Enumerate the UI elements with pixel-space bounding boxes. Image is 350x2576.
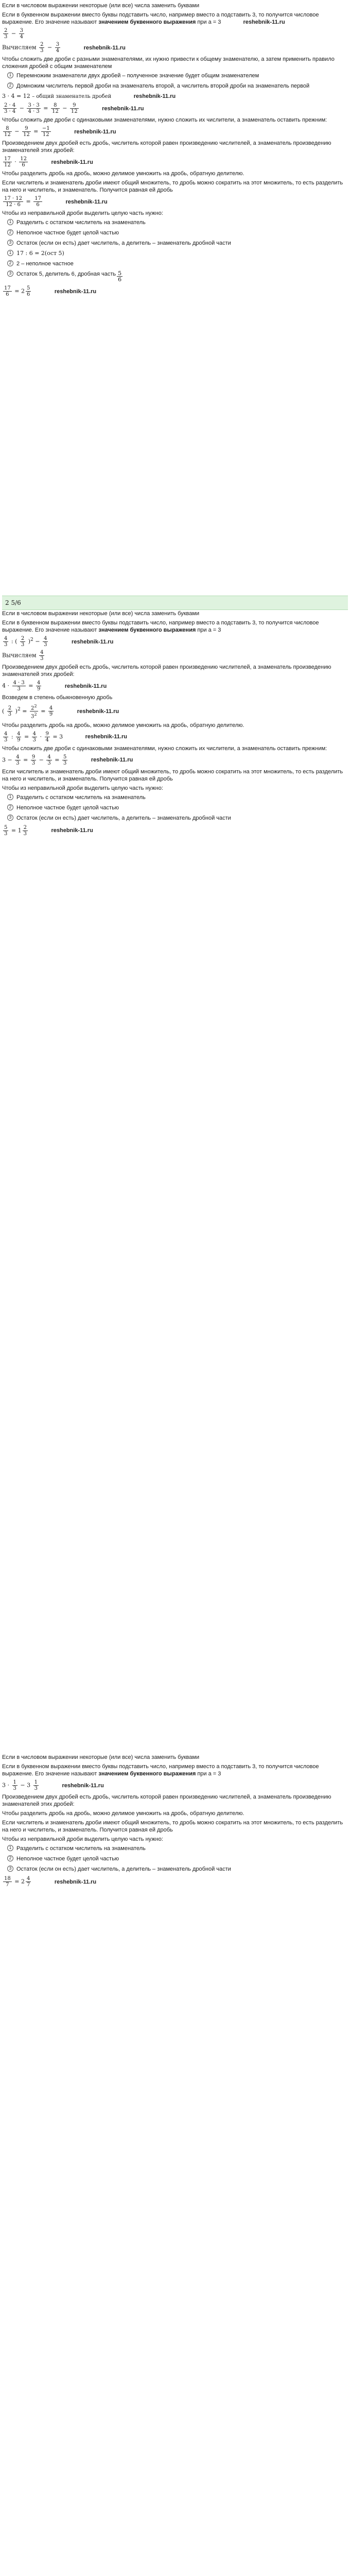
reduce-rule: Если числитель и знаменатель дроби имеют общий множитель, то дробь можно сократить на этот множитель, то есть разделить на него и числитель, и знаменатель. Получится равная ей дробь: [2, 768, 343, 782]
list-item: 2 Домножим числитель первой дроби на знаменатель второй, а числитель второй дроби на знаменатель первой: [7, 82, 348, 90]
list-item: 3 Остаток 5, делитель 6, дробная часть $\frac{5}{6}$: [7, 270, 348, 282]
list-item: 2 Неполное частное будет целой частью: [7, 229, 348, 236]
list-item: 1 Разделить с остатком числитель на знаменатель: [7, 1845, 348, 1852]
intro-text: Если в числовом выражении некоторые (или все) числа заменить буквами: [2, 1754, 200, 1760]
common-denominator-rule: Чтобы сложить две дроби с разными знаменателями, их нужно привести к общему знаменателю, а затем применить правило сложения дробей с общим знаменателем: [2, 56, 335, 70]
mixed-steps: [2, 1845, 348, 1873]
expression: $\frac{2}{3}$ − $\frac{3}{4}$: [4, 28, 23, 40]
calc-line: Вычисляем $\frac{4}{3}$: [2, 650, 44, 662]
watermark: reshebnik-11.ru: [243, 19, 285, 25]
computation-4: 3 − $\frac{4}{3}$ = $\frac{9}{3}$ − $\frac{4}{3}$ = $\frac{5}{3}$ reshebnik-11.ru: [2, 754, 133, 766]
list-item: 3 Остаток (если он есть) дает числитель, а делитель – знаменатель дробной части: [7, 815, 348, 822]
solution-part-2: [2, 610, 348, 1754]
mixed-rule: Чтобы из неправильной дроби выделить целую часть нужно:: [2, 1836, 163, 1842]
expression: $\frac{4}{3}$ : ( $\frac{2}{3}$ )$^2$ − $\frac{4}{3}$ reshebnik-11.ru: [4, 636, 114, 648]
intro-text-2: Если в буквенном выражении вместо буквы подставить число, например вместо a подставить 3, то получится числовое выражение. Его значение называют значением буквенного выражения при a = 3: [2, 1764, 319, 1777]
list-item: 2 Неполное частное будет целой частью: [7, 1855, 348, 1862]
calc-line: Вычисляем $\frac{2}{3}$ − $\frac{3}{4}$ reshebnik-11.ru: [2, 42, 126, 54]
computation-2: $\frac{8}{12}$ − $\frac{9}{12}$ = $\frac{-1}{12}$ reshebnik-11.ru: [4, 126, 116, 138]
intro-text-2: Если в буквенном выражении вместо буквы подставить число, например вместо a подставить 3, то получится числовое выражение. Его значение называют значением буквенного выражения при a = 3: [2, 620, 319, 633]
solution-part-1: [2, 2, 348, 610]
intro-text-2: Если в буквенном выражении вместо буквы подставить число, например вместо a подставить 3, то получится числовое выражение. Его значение называют значением буквенного выражения при a = 3 reshebnik-11.ru: [2, 12, 319, 25]
expression: 3 · $\frac{1}{3}$ − 3 $\frac{1}{3}$ reshebnik-11.ru: [2, 1780, 104, 1791]
computation-3: $\frac{17}{12}$ · $\frac{12}{6}$ reshebnik-11.ru: [4, 156, 93, 168]
mixed-rule: Чтобы из неправильной дроби выделить целую часть нужно:: [2, 210, 163, 216]
answer-box: 2 5/6: [2, 596, 348, 610]
list-item: 2 Неполное частное будет целой частью: [7, 804, 348, 811]
mixed-rule: Чтобы из неправильной дроби выделить целую часть нужно:: [2, 785, 163, 791]
product-rule: Произведением двух дробей есть дробь, числитель которой равен произведению числителей, а знаменатель произведению знаменателей этих дробей:: [2, 664, 331, 677]
solution-part-3: [2, 1754, 348, 2576]
denominator-line: 3 · 4 = 12 – общий знаменатель дробей reshebnik-11.ru: [2, 93, 176, 99]
divide-rule: Чтобы разделить дробь на дробь, можно делимое умножить на дробь, обратную делителю.: [2, 171, 244, 177]
same-denominator-rule: Чтобы сложить две дроби с одинаковыми знаменателями, нужно сложить их числители, а знаменатель оставить прежним:: [2, 117, 327, 123]
computation-4: $\frac{17 \cdot 12}{12 \cdot 6}$ = $\frac{17}{6}$ reshebnik-11.ru: [4, 196, 108, 208]
reduce-rule: Если числитель и знаменатель дроби имеют общий множитель, то дробь можно сократить на этот множитель, то есть разделить на него и числитель, и знаменатель. Получится равная ей дробь: [2, 1820, 343, 1833]
list-item: 1 17 : 6 = 2(ост 5): [7, 250, 348, 257]
result-line: $\frac{5}{3}$ = 1 $\frac{2}{3}$ reshebnik-11.ru: [4, 824, 93, 837]
computation: 4 · $\frac{4 \cdot 3}{3}$ = $\frac{4}{9}$ reshebnik-11.ru: [2, 680, 107, 692]
power-rule: Возведем в степень обыкновенную дробь: [2, 694, 113, 701]
result-line: $\frac{18}{7}$ = 2 $\frac{4}{7}$ reshebnik-11.ru: [4, 1876, 97, 1888]
computation: $\frac{2 \cdot 4}{3 \cdot 4}$ − $\frac{3 \cdot 3}{4 \cdot 3}$ = $\frac{8}{12}$ − $\frac{9}{12}$ reshebnik-11.ru: [4, 103, 144, 114]
list-item: 1 Разделить с остатком числитель на знаменатель: [7, 794, 348, 801]
reduce-rule: Если числитель и знаменатель дроби имеют общий множитель, то дробь можно сократить на этот множитель, то есть разделить на него и числитель, и знаменатель. Получится равная ей дробь: [2, 180, 343, 193]
product-rule: Произведением двух дробей есть дробь, числитель которой равен произведению числителей, а знаменатель произведению знаменателей этих дробей:: [2, 140, 331, 154]
list-item: 2 2 – неполное частное: [7, 260, 348, 267]
intro-text: Если в числовом выражении некоторые (или все) числа заменить буквами: [2, 3, 200, 9]
computation-3: $\frac{4}{3}$ : $\frac{4}{9}$ = $\frac{4}{3}$ · $\frac{9}{4}$ = 3 reshebnik-11.ru: [4, 731, 127, 743]
mixed-steps: [2, 219, 348, 282]
result-line: $\frac{17}{6}$ = 2 $\frac{5}{6}$ reshebnik-11.ru: [4, 285, 97, 297]
list-item: 3 Остаток (если он есть) дает числитель, а делитель – знаменатель дробной части: [7, 240, 348, 247]
list-item: 3 Остаток (если он есть) дает числитель, а делитель – знаменатель дробной части: [7, 1866, 348, 1873]
divide-rule: Чтобы разделить дробь на дробь, можно делимое умножить на дробь, обратную делителю.: [2, 1810, 244, 1817]
product-rule: Произведением двух дробей есть дробь, числитель которой равен произведению числителей, а знаменатель произведению знаменателей этих дробей:: [2, 1794, 331, 1807]
denominator-steps: [2, 72, 348, 90]
divide-rule: Чтобы разделить дробь на дробь, можно делимое умножить на дробь, обратную делителю.: [2, 722, 244, 728]
mixed-steps: [2, 794, 348, 822]
same-denominator-rule: Чтобы сложить две дроби с одинаковыми знаменателями, нужно сложить их числители, а знаменатель оставить прежним:: [2, 745, 327, 752]
intro-text: Если в числовом выражении некоторые (или все) числа заменить буквами: [2, 611, 200, 617]
list-item: 1 Перемножим знаменатели двух дробей – полученное значение будет общим знаменателем: [7, 72, 348, 79]
list-item: 1 Разделить с остатком числитель на знаменатель: [7, 219, 348, 226]
computation-2: ( $\frac{2}{3}$ )$^2$ = $\frac{2^2}{3^2}$ = $\frac{4}{9}$ reshebnik-11.ru: [2, 703, 119, 720]
